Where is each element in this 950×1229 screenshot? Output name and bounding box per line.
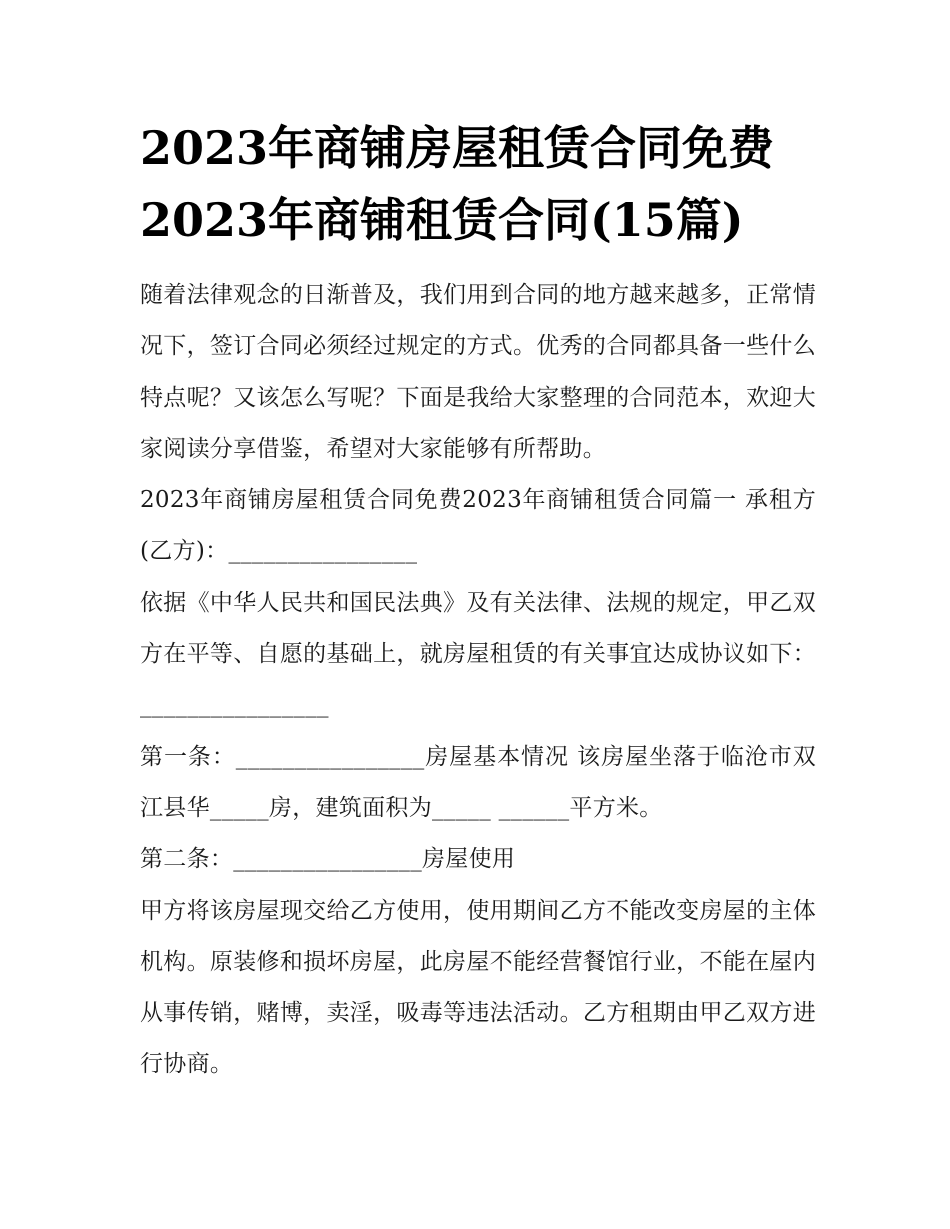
title-line-1: 2023年商铺房屋租赁合同免费 <box>140 121 775 175</box>
article-two-paragraph: 第二条：________________房屋使用 <box>140 846 516 873</box>
document-body <box>140 112 816 1091</box>
document-title <box>140 112 816 256</box>
intro-paragraph: 随着法律观念的日渐普及，我们用到合同的地方越来越多，正常情况下，签订合同必须经过规定的方式。优秀的合同都具备一些什么特点呢？又该怎么写呢？下面是我给大家整理的合同范本，欢迎大家阅读分享借鉴，希望对大家能够有所帮助。 <box>140 282 816 462</box>
contract-heading-paragraph: 2023年商铺房屋租赁合同免费2023年商铺租赁合同篇一 承租方(乙方)：________________ <box>140 487 816 565</box>
legal-basis-paragraph: 依据《中华人民共和国民法典》及有关法律、法规的规定，甲乙双方在平等、自愿的基础上，就房屋租赁的有关事宜达成协议如下：________________ <box>140 589 816 719</box>
usage-terms-paragraph: 甲方将该房屋现交给乙方使用，使用期间乙方不能改变房屋的主体机构。原装修和损坏房屋，此房屋不能经营餐馆行业，不能在屋内从事传销，赌博，卖淫，吸毒等违法活动。乙方租期由甲乙双方进行协商。 <box>140 897 816 1078</box>
title-line-2: 2023年商铺租赁合同(15篇) <box>140 193 744 247</box>
article-one-paragraph: 第一条：________________房屋基本情况 该房屋坐落于临沧市双江县华_____房，建筑面积为_____ ______平方米。 <box>140 743 816 821</box>
